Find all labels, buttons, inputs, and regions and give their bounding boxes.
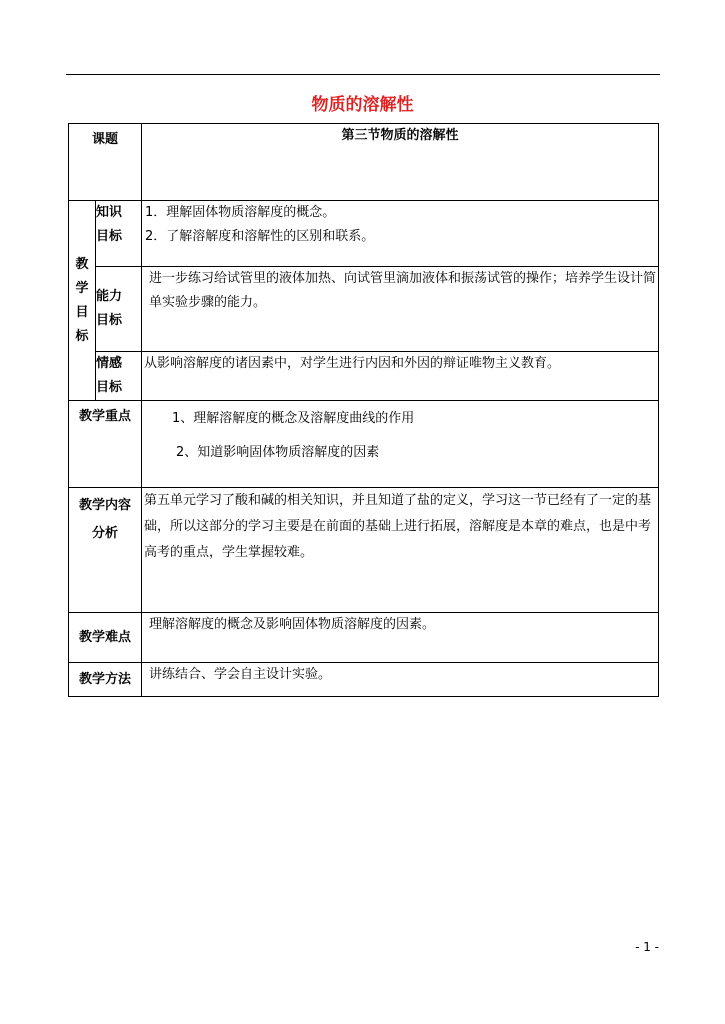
page-number: - 1 - [635,940,659,954]
key-points-label: 教学重点 [69,401,142,488]
content-analysis-text: 第五单元学习了酸和碱的相关知识，并且知道了盐的定义，学习这一节已经有了一定的基础，所以这部分的学习主要是在前面的基础上进行拓展，溶解度是本章的难点，也是中考高考的重点，学生掌握较难。 [142,488,659,613]
row-content-analysis [69,488,659,613]
key-point-item: 1、理解溶解度的概念及溶解度曲线的作用 [172,411,415,426]
row-key-points [69,401,659,488]
row-emotion-goal [69,352,659,401]
key-points-content [142,401,659,488]
key-point-item: 2、知道影响固体物质溶解度的因素 [176,445,380,460]
emotion-goal-content: 从影响溶解度的诸因素中，对学生进行内因和外因的辩证唯物主义教育。 [142,352,659,401]
difficulties-label: 教学难点 [69,613,142,663]
goals-vertical-label: 教 学 目 标 [69,201,96,401]
row-difficulties [69,613,659,663]
lesson-plan-table [68,123,659,697]
difficulties-content: 理解溶解度的概念及影响固体物质溶解度的因素。 [142,613,659,663]
knowledge-item: 2．了解溶解度和溶解性的区别和联系。 [145,229,375,244]
document-title: 物质的溶解性 [311,95,414,115]
knowledge-item: 1．理解固体物质溶解度的概念。 [145,205,336,220]
row-ability-goal [69,267,659,352]
row-methods [69,663,659,697]
methods-label: 教学方法 [69,663,142,697]
methods-content: 讲练结合、学会自主设计实验。 [142,663,659,697]
row-knowledge-goal [69,201,659,267]
topic-value: 第三节物质的溶解性 [142,124,659,201]
content-analysis-label: 教学内容 分析 [69,488,142,613]
header-rule [66,74,660,75]
row-topic [69,124,659,201]
knowledge-goal-content [142,201,659,267]
emotion-goal-label: 情感 目标 [96,352,142,401]
topic-label: 课题 [69,124,142,201]
ability-goal-content: 进一步练习给试管里的液体加热、向试管里滴加液体和振荡试管的操作；培养学生设计简单实验步骤的能力。 [142,267,659,352]
ability-goal-label: 能力 目标 [96,267,142,352]
knowledge-goal-label: 知识 目标 [96,201,142,267]
